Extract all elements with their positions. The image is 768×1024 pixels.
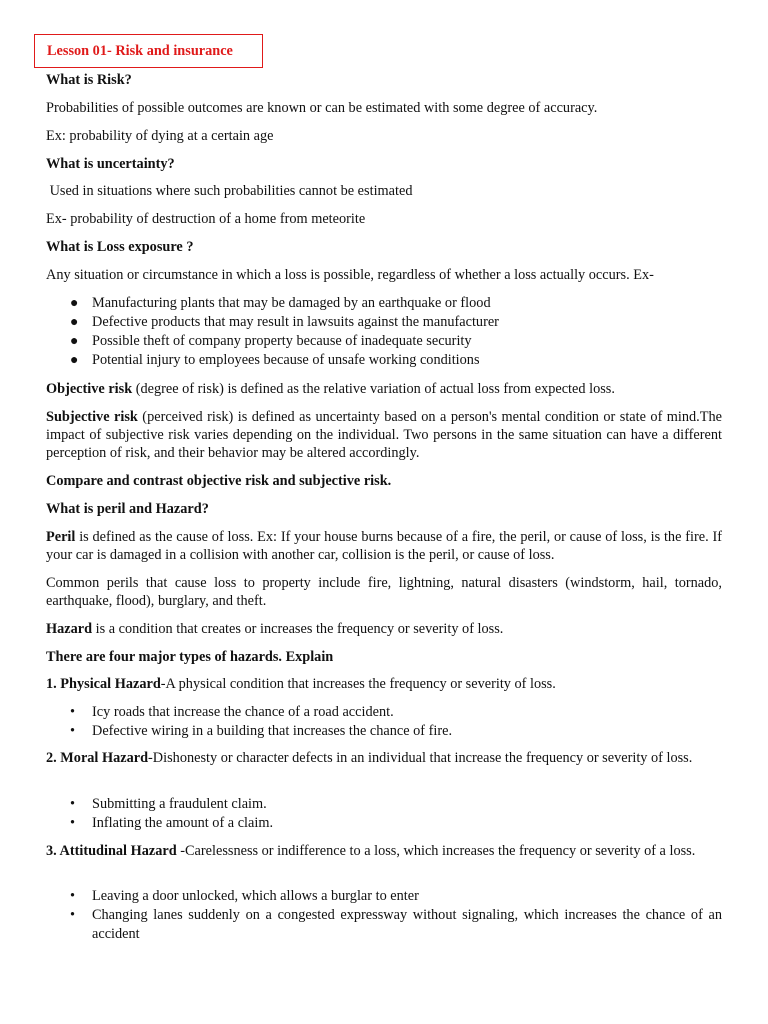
bullet-icon: • — [70, 704, 76, 720]
peril-term: Peril — [46, 529, 76, 545]
heading-four-hazards: There are four major types of hazards. Explain — [46, 649, 334, 665]
list-item: • Leaving a door unlocked, which allows a burglar to enter — [70, 888, 419, 904]
heading-compare-risks: Compare and contrast objective risk and subjective risk. — [46, 473, 392, 489]
moral-hazard-paragraph: 2. Moral Hazard-Dishonesty or character defects in an individual that increase the frequency or severity of loss. — [46, 750, 693, 766]
objective-risk-paragraph: Objective risk (degree of risk) is defined as the relative variation of actual loss from expected loss. — [46, 381, 615, 397]
list-item: ● Manufacturing plants that may be damaged by an earthquake or flood — [70, 295, 491, 311]
physical-hazard-term: 1. Physical Hazard — [46, 676, 161, 692]
heading-what-is-risk: What is Risk? — [46, 72, 132, 88]
loss-exposure-list — [46, 294, 722, 370]
peril-paragraph: Peril is defined as the cause of loss. Ex: If your house burns because of a fire, the peril, or cause of loss, is the fire. If your car is damaged in a collision with another car, collision is the peril, or cause of loss. — [46, 529, 722, 563]
bullet-icon: ● — [70, 353, 79, 368]
list-item: • Changing lanes suddenly on a congested expressway without signaling, which increases the chance of an accident — [70, 907, 722, 942]
common-perils-paragraph: Common perils that cause loss to property include fire, lightning, natural disasters (windstorm, hail, tornado, earthquake, flood), burglary, and theft. — [46, 575, 722, 609]
objective-risk-term: Objective risk — [46, 381, 133, 397]
bullet-icon: • — [70, 815, 76, 831]
subjective-risk-term: Subjective risk — [46, 409, 138, 425]
bullet-icon: • — [70, 907, 76, 923]
heading-what-is-uncertainty: What is uncertainty? — [46, 156, 175, 172]
attitudinal-hazard-paragraph: 3. Attitudinal Hazard -Carelessness or indifference to a loss, which increases the frequency or severity of a loss. — [46, 843, 696, 859]
list-item: • Defective wiring in a building that increases the chance of fire. — [70, 723, 453, 739]
heading-peril-hazard: What is peril and Hazard? — [46, 501, 209, 517]
list-item: ● Defective products that may result in lawsuits against the manufacturer — [70, 314, 499, 330]
bullet-icon: ● — [70, 315, 79, 330]
bullet-icon: ● — [70, 334, 79, 349]
risk-definition: Probabilities of possible outcomes are known or can be estimated with some degree of accuracy. — [46, 100, 598, 116]
risk-example: Ex: probability of dying at a certain age — [46, 128, 274, 144]
list-item: • Icy roads that increase the chance of a road accident. — [70, 704, 394, 720]
physical-hazard-list — [46, 703, 722, 741]
hazard-term: Hazard — [46, 621, 93, 637]
attitudinal-hazard-term: 3. Attitudinal Hazard — [46, 843, 181, 859]
lesson-title: Lesson 01- Risk and insurance — [47, 43, 233, 59]
bullet-icon: • — [70, 723, 76, 739]
loss-exposure-definition: Any situation or circumstance in which a loss is possible, regardless of whether a loss actually occurs. Ex- — [46, 267, 654, 283]
bullet-icon: • — [70, 888, 76, 904]
bullet-icon: • — [70, 796, 76, 812]
uncertainty-definition: Used in situations where such probabilities cannot be estimated — [46, 183, 413, 199]
list-item: ● Possible theft of company property because of inadequate security — [70, 333, 472, 349]
bullet-icon: ● — [70, 296, 79, 311]
attitudinal-hazard-list — [46, 887, 722, 944]
lesson-title-box — [34, 34, 263, 68]
hazard-paragraph: Hazard is a condition that creates or increases the frequency or severity of loss. — [46, 621, 504, 637]
list-item: • Inflating the amount of a claim. — [70, 815, 274, 831]
moral-hazard-list — [46, 795, 722, 833]
heading-loss-exposure: What is Loss exposure ? — [46, 239, 194, 255]
physical-hazard-paragraph: 1. Physical Hazard-A physical condition that increases the frequency or severity of loss. — [46, 676, 556, 692]
moral-hazard-term: 2. Moral Hazard — [46, 750, 149, 766]
subjective-risk-paragraph: Subjective risk (perceived risk) is defined as uncertainty based on a person's mental condition or state of mind.The impact of subjective risk varies depending on the individual. Two persons in the same situation can have a different perception of risk, and their behavior may be altered accordingly. — [46, 409, 722, 461]
list-item: ● Potential injury to employees because of unsafe working conditions — [70, 352, 480, 368]
list-item: • Submitting a fraudulent claim. — [70, 796, 267, 812]
uncertainty-example: Ex- probability of destruction of a home from meteorite — [46, 211, 366, 227]
